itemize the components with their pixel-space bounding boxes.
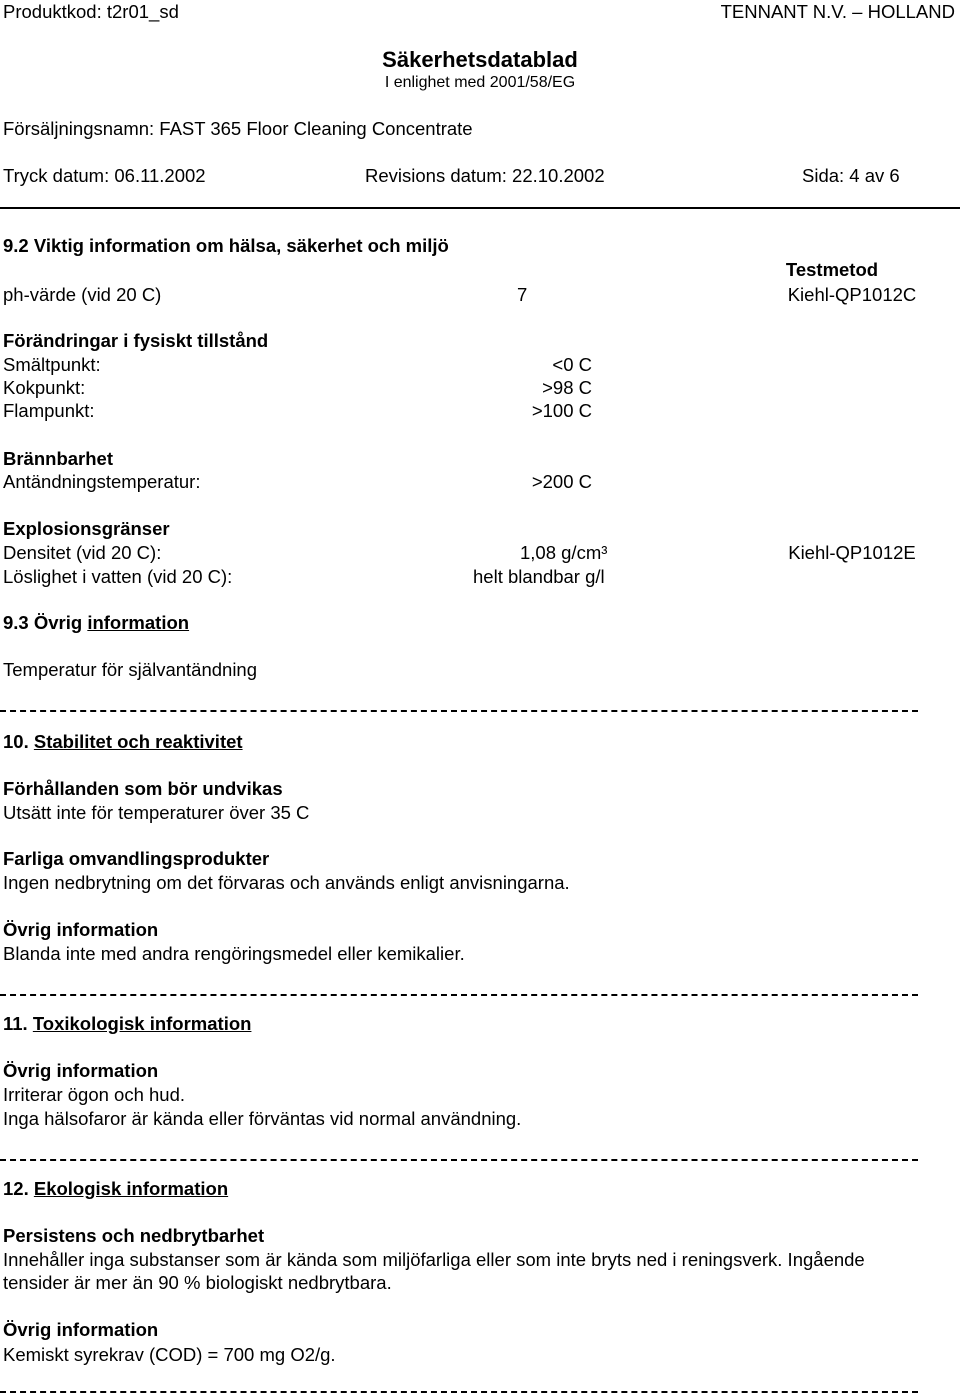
density-test-method: Kiehl-QP1012E — [788, 542, 916, 563]
physical-state-heading: Förändringar i fysiskt tillstånd — [3, 330, 269, 351]
document-title: Säkerhetsdatablad — [382, 47, 578, 72]
other-info-heading: Övrig information — [3, 919, 159, 940]
cod-text: Kemiskt syrekrav (COD) = 700 mg O2/g. — [3, 1344, 336, 1365]
toxicology-text-2: Inga hälsofaror är kända eller förväntas vid normal användning. — [3, 1108, 522, 1129]
section-title: Stabilitet och reaktivitet — [33, 731, 243, 752]
section-title: Toxikologisk information — [32, 1013, 252, 1034]
other-info-text: Blanda inte med andra rengöringsmedel eller kemikalier. — [3, 943, 465, 964]
conditions-to-avoid-heading: Förhållanden som bör undvikas — [3, 778, 283, 799]
revision-date: Revisions datum: 22.10.2002 — [365, 165, 605, 186]
section-separator — [0, 1159, 918, 1161]
section-9-2-heading — [3, 235, 449, 257]
section-title: Ekologisk information — [33, 1178, 229, 1199]
other-info-heading: Övrig information — [3, 1319, 159, 1340]
toxicology-text-1: Irriterar ögon och hud. — [3, 1084, 186, 1105]
hazardous-products-heading: Farliga omvandlingsprodukter — [3, 848, 270, 869]
product-code: Produktkod: t2r01_sd — [3, 1, 179, 22]
trade-name: Försäljningsnamn: FAST 365 Floor Cleaning Concentrate — [3, 118, 473, 139]
section-11-heading — [3, 1013, 251, 1035]
header-divider — [0, 207, 960, 209]
section-9-3-heading — [3, 612, 189, 634]
document-subtitle: I enlighet med 2001/58/EG — [384, 74, 576, 91]
section-title: Viktig information om hälsa, säkerhet och miljö — [33, 235, 449, 256]
solubility-label: Löslighet i vatten (vid 20 C): — [3, 566, 233, 587]
conditions-to-avoid-text: Utsätt inte för temperaturer över 35 C — [3, 802, 310, 823]
section-number: 9.3 Övrig — [3, 612, 83, 633]
test-method-header: Testmetod — [785, 259, 879, 280]
section-10-heading — [3, 731, 243, 753]
persistence-text-1: Innehåller inga substanser som är kända som miljöfarliga eller som inte bryts ned i reningsverk. Ingående — [3, 1249, 865, 1270]
density-label: Densitet (vid 20 C): — [3, 542, 162, 563]
print-date: Tryck datum: 06.11.2002 — [3, 165, 206, 186]
section-title-link: information — [87, 612, 190, 633]
melting-point-label: Smältpunkt: — [3, 354, 101, 375]
boiling-point-value: >98 C — [542, 377, 592, 398]
section-number: 11. — [3, 1013, 28, 1034]
flammability-heading: Brännbarhet — [3, 448, 113, 469]
ph-label: ph-värde (vid 20 C) — [3, 284, 162, 305]
section-number: 12. — [3, 1178, 29, 1199]
persistence-text-2: tensider är mer än 90 % biologiskt nedbrytbara. — [3, 1272, 392, 1293]
section-separator — [0, 994, 918, 996]
ph-test-method: Kiehl-QP1012C — [787, 284, 917, 305]
other-info-heading: Övrig information — [3, 1060, 159, 1081]
section-separator — [0, 710, 918, 712]
flash-point-value: >100 C — [531, 400, 592, 421]
melting-point-value: <0 C — [552, 354, 592, 375]
section-number: 9.2 — [3, 235, 29, 256]
section-number: 10. — [3, 731, 29, 752]
hazardous-products-text: Ingen nedbrytning om det förvaras och används enligt anvisningarna. — [3, 872, 570, 893]
flash-point-label: Flampunkt: — [3, 400, 95, 421]
explosion-limits-heading: Explosionsgränser — [3, 518, 170, 539]
autoignition-text: Temperatur för självantändning — [3, 659, 258, 680]
boiling-point-label: Kokpunkt: — [3, 377, 86, 398]
ph-value: 7 — [517, 284, 528, 305]
density-value: 1,08 g/cm³ — [520, 542, 608, 563]
ignition-temp-value: >200 C — [531, 471, 592, 492]
ignition-temp-label: Antändningstemperatur: — [3, 471, 201, 492]
page-number: Sida: 4 av 6 — [802, 165, 900, 186]
persistence-heading: Persistens och nedbrytbarhet — [3, 1225, 265, 1246]
section-separator — [0, 1391, 918, 1393]
company-name: TENNANT N.V. – HOLLAND — [720, 1, 955, 22]
solubility-value: helt blandbar g/l — [473, 566, 605, 587]
section-12-heading — [3, 1178, 228, 1200]
